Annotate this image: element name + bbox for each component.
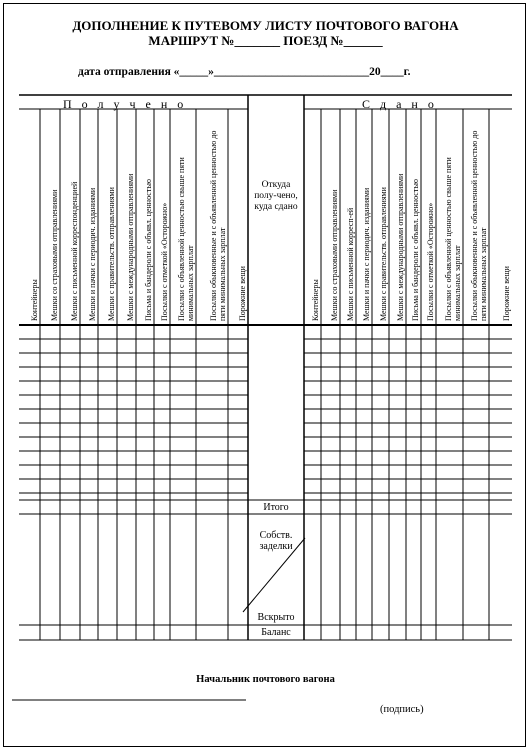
received-column-5: Мешки с правительств. отправлениями [107,187,116,321]
received-column-1: Контейнеры [30,279,39,321]
handed-column-7: Письма и бандероли с объявл. ценностью [411,179,420,321]
route-train-line: МАРШРУТ №_______ ПОЕЗД №______ [148,33,383,48]
handed-header: Сдано [362,97,444,111]
received-column-6: Мешки с международными отправлениями [126,173,135,321]
received-column-4: Мешки и пачки с периодич. изданиями [88,187,97,321]
signature-label: (подпись) [380,704,424,715]
received-column-9: Посылки с объявленной ценностью свыше пяти минимальных зарплат [177,157,195,321]
mail-car-chief-label: Начальник почтового вагона [196,674,335,685]
source-destination-header: Откуда полу-чено, куда сдано [254,180,298,212]
handed-column-5: Мешки с правительств. отправлениями [379,187,388,321]
handed-column-4: Мешки и пачки с периодич. изданиями [362,187,371,321]
handed-column-3: Мешки с письменной корресп-ей [346,207,355,321]
form-title: ДОПОЛНЕНИЕ К ПУТЕВОМУ ЛИСТУ ПОЧТОВОГО ВАГОНА [72,18,459,33]
received-column-8: Посылки с отметкой «Осторожно» [160,202,169,321]
handed-column-8: Посылки с отметкой «Осторожно» [426,202,435,321]
received-column-10: Посылки обыкновенные и с объявленной ценностью до пяти минимальных зарплат [209,130,227,321]
received-header: Получено [63,97,194,111]
received-column-3: Мешки с письменной корреспонденцией [70,181,79,321]
received-column-11: Порожние вещи [238,266,247,321]
handed-column-1: Контейнеры [311,279,320,321]
handed-column-2: Мешки со страховыми отправлениями [330,189,339,321]
handed-column-9: Посылки с объявленной ценностью свыше пяти минимальных зарплат [444,157,462,321]
handed-column-10: Посылки обыкновенные и с объявленной ценностью до пяти минимальных зарплат [470,130,488,321]
received-column-7: Письма и бандероли с объявл. ценностью [144,179,153,321]
received-column-2: Мешки со страховыми отправлениями [50,189,59,321]
handed-column-6: Мешки с международными отправлениями [396,173,405,321]
handed-column-11: Порожние вещи [502,266,511,321]
total-label: Итого [263,502,289,513]
own-seals-label: Собств. заделки [259,530,293,552]
balance-label: Баланс [261,627,291,638]
departure-date-line: дата отправления «_____»___________________________20____г. [78,66,411,78]
opened-label: Вскрыто [257,612,295,623]
